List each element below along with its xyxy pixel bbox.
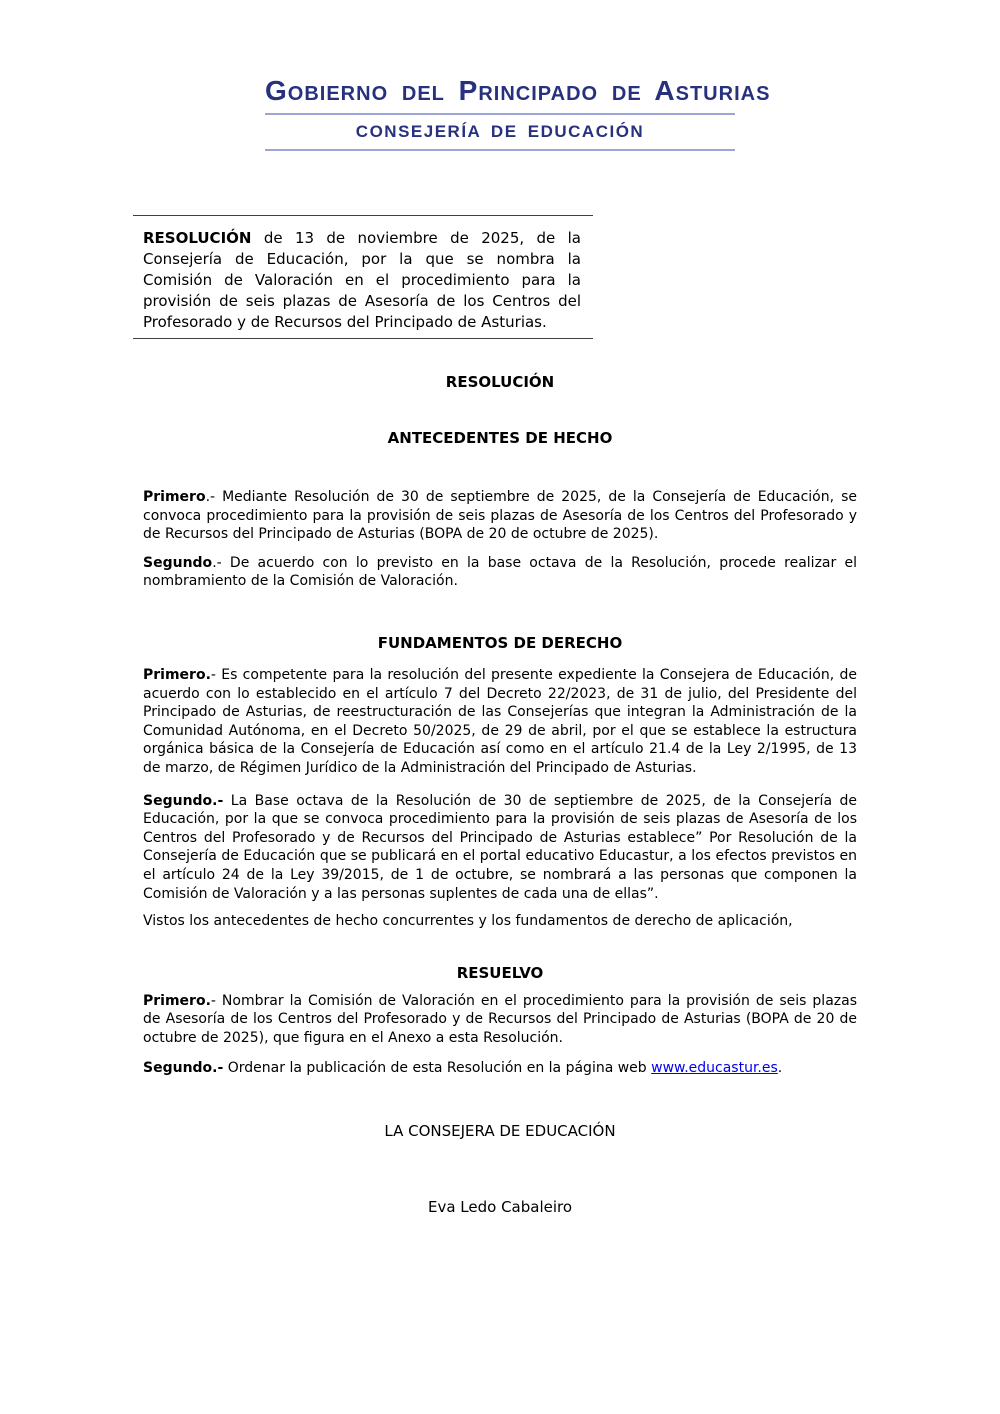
heading-antecedentes-de-hecho: ANTECEDENTES DE HECHO [387, 429, 613, 447]
paragraph-lead: Primero [143, 489, 206, 505]
educastur-link[interactable]: www.educastur.es [651, 1060, 778, 1077]
paragraph-vistos: Vistos los antecedentes de hecho concurrentes y los fundamentos de derecho de aplicación, [143, 913, 793, 930]
paragraph-text: - Es competente para la resolución del presente expediente la Consejera de Educación, de acuerdo con lo establecido en el artículo 7 del Decreto 22/2023, de 31 de julio, del Presidente del Principado de Asturias, de reestructuración de las Consejerías que integran la Administración de la Comunidad Autónoma, en el Decreto 50/2025, de 29 de abril, por el que se establece la estructura orgánica básica de la Consejería de Educación así como en el artículo 21.4 de la Ley 2/1995, de 13 de marzo, de Régimen Jurídico de la Administración del Principado de Asturias. [143, 666, 857, 776]
document-body [143, 373, 857, 1217]
paragraph-lead: Primero. [143, 992, 211, 1009]
paragraph-lead: Primero. [143, 666, 211, 683]
letterhead [265, 0, 771, 151]
paragraph-fundamentos-segundo [143, 792, 857, 904]
signature-role: LA CONSEJERA DE EDUCACIÓN [384, 1122, 616, 1141]
summary-lead: RESOLUCIÓN [143, 229, 252, 247]
paragraph-text: - Nombrar la Comisión de Valoración en el procedimiento para la provisión de seis plazas de Asesoría de los Centros del Profesorado y de Recursos del Principado de Asturias (BOPA de 20 de octubre de 2025), que figura en el Anexo a esta Resolución. [143, 992, 857, 1046]
paragraph-lead: Segundo [143, 554, 213, 571]
paragraph-resuelvo-primero [143, 992, 857, 1048]
paragraph-lead: Segundo.- [143, 792, 224, 809]
paragraph-text: .- Mediante Resolución de 30 de septiembre de 2025, de la Consejería de Educación, se convoca procedimiento para la provisión de seis plazas de Asesoría de los Centros del Profesorado y de Recursos del Principado de Asturias (BOPA de 20 de octubre de 2025). [143, 489, 857, 543]
heading-resolucion: RESOLUCIÓN [445, 373, 555, 391]
heading-resuelvo: RESUELVO [456, 963, 544, 982]
paragraph-lead: Segundo.- [143, 1060, 224, 1077]
letterhead-rule-top [265, 113, 735, 115]
signature-name: Eva Ledo Cabaleiro [427, 1198, 573, 1217]
paragraph-text: . [777, 1060, 783, 1077]
paragraph-antecedentes-primero [143, 488, 857, 544]
paragraph-text: .- De acuerdo con lo previsto en la base octava de la Resolución, procede realizar el nombramiento de la Comisión de Valoración. [143, 554, 857, 590]
letterhead-rule-bottom [265, 149, 735, 151]
heading-fundamentos-de-derecho: FUNDAMENTOS DE DERECHO [377, 633, 623, 652]
paragraph-text: Ordenar la publicación de esta Resolución en la página web [223, 1060, 652, 1077]
government-logo-title: Gobierno del Principado de Asturias [265, 75, 771, 106]
paragraph-text: La Base octava de la Resolución de 30 de septiembre de 2025, de la Consejería de Educación, por la que se convoca procedimiento para la provisión de seis plazas de Asesoría de los Centros del Profesorado y de Recursos del Principado de Asturias establece” Por Resolución de la Consejería de Educación que se publicará en el portal educativo Educastur, a los efectos previstos en el artículo 24 de la Ley 39/2015, de 1 de octubre, se nombrará a las personas que componen la Comisión de Valoración y a las personas suplentes de cada una de ellas”. [143, 792, 857, 902]
department-subtitle: CONSEJERÍA DE EDUCACIÓN [355, 122, 645, 141]
resolution-summary-box [133, 215, 593, 339]
paragraph-fundamentos-primero [143, 666, 857, 778]
paragraph-antecedentes-segundo [143, 554, 857, 591]
summary-text: de 13 de noviembre de 2025, de la Consejería de Educación, por la que se nombra la Comisión de Valoración en el procedimiento para la provisión de seis plazas de Asesoría de los Centros del Profesorado y de Recursos del Principado de Asturias. [143, 229, 581, 331]
paragraph-resuelvo-segundo [143, 1059, 857, 1078]
